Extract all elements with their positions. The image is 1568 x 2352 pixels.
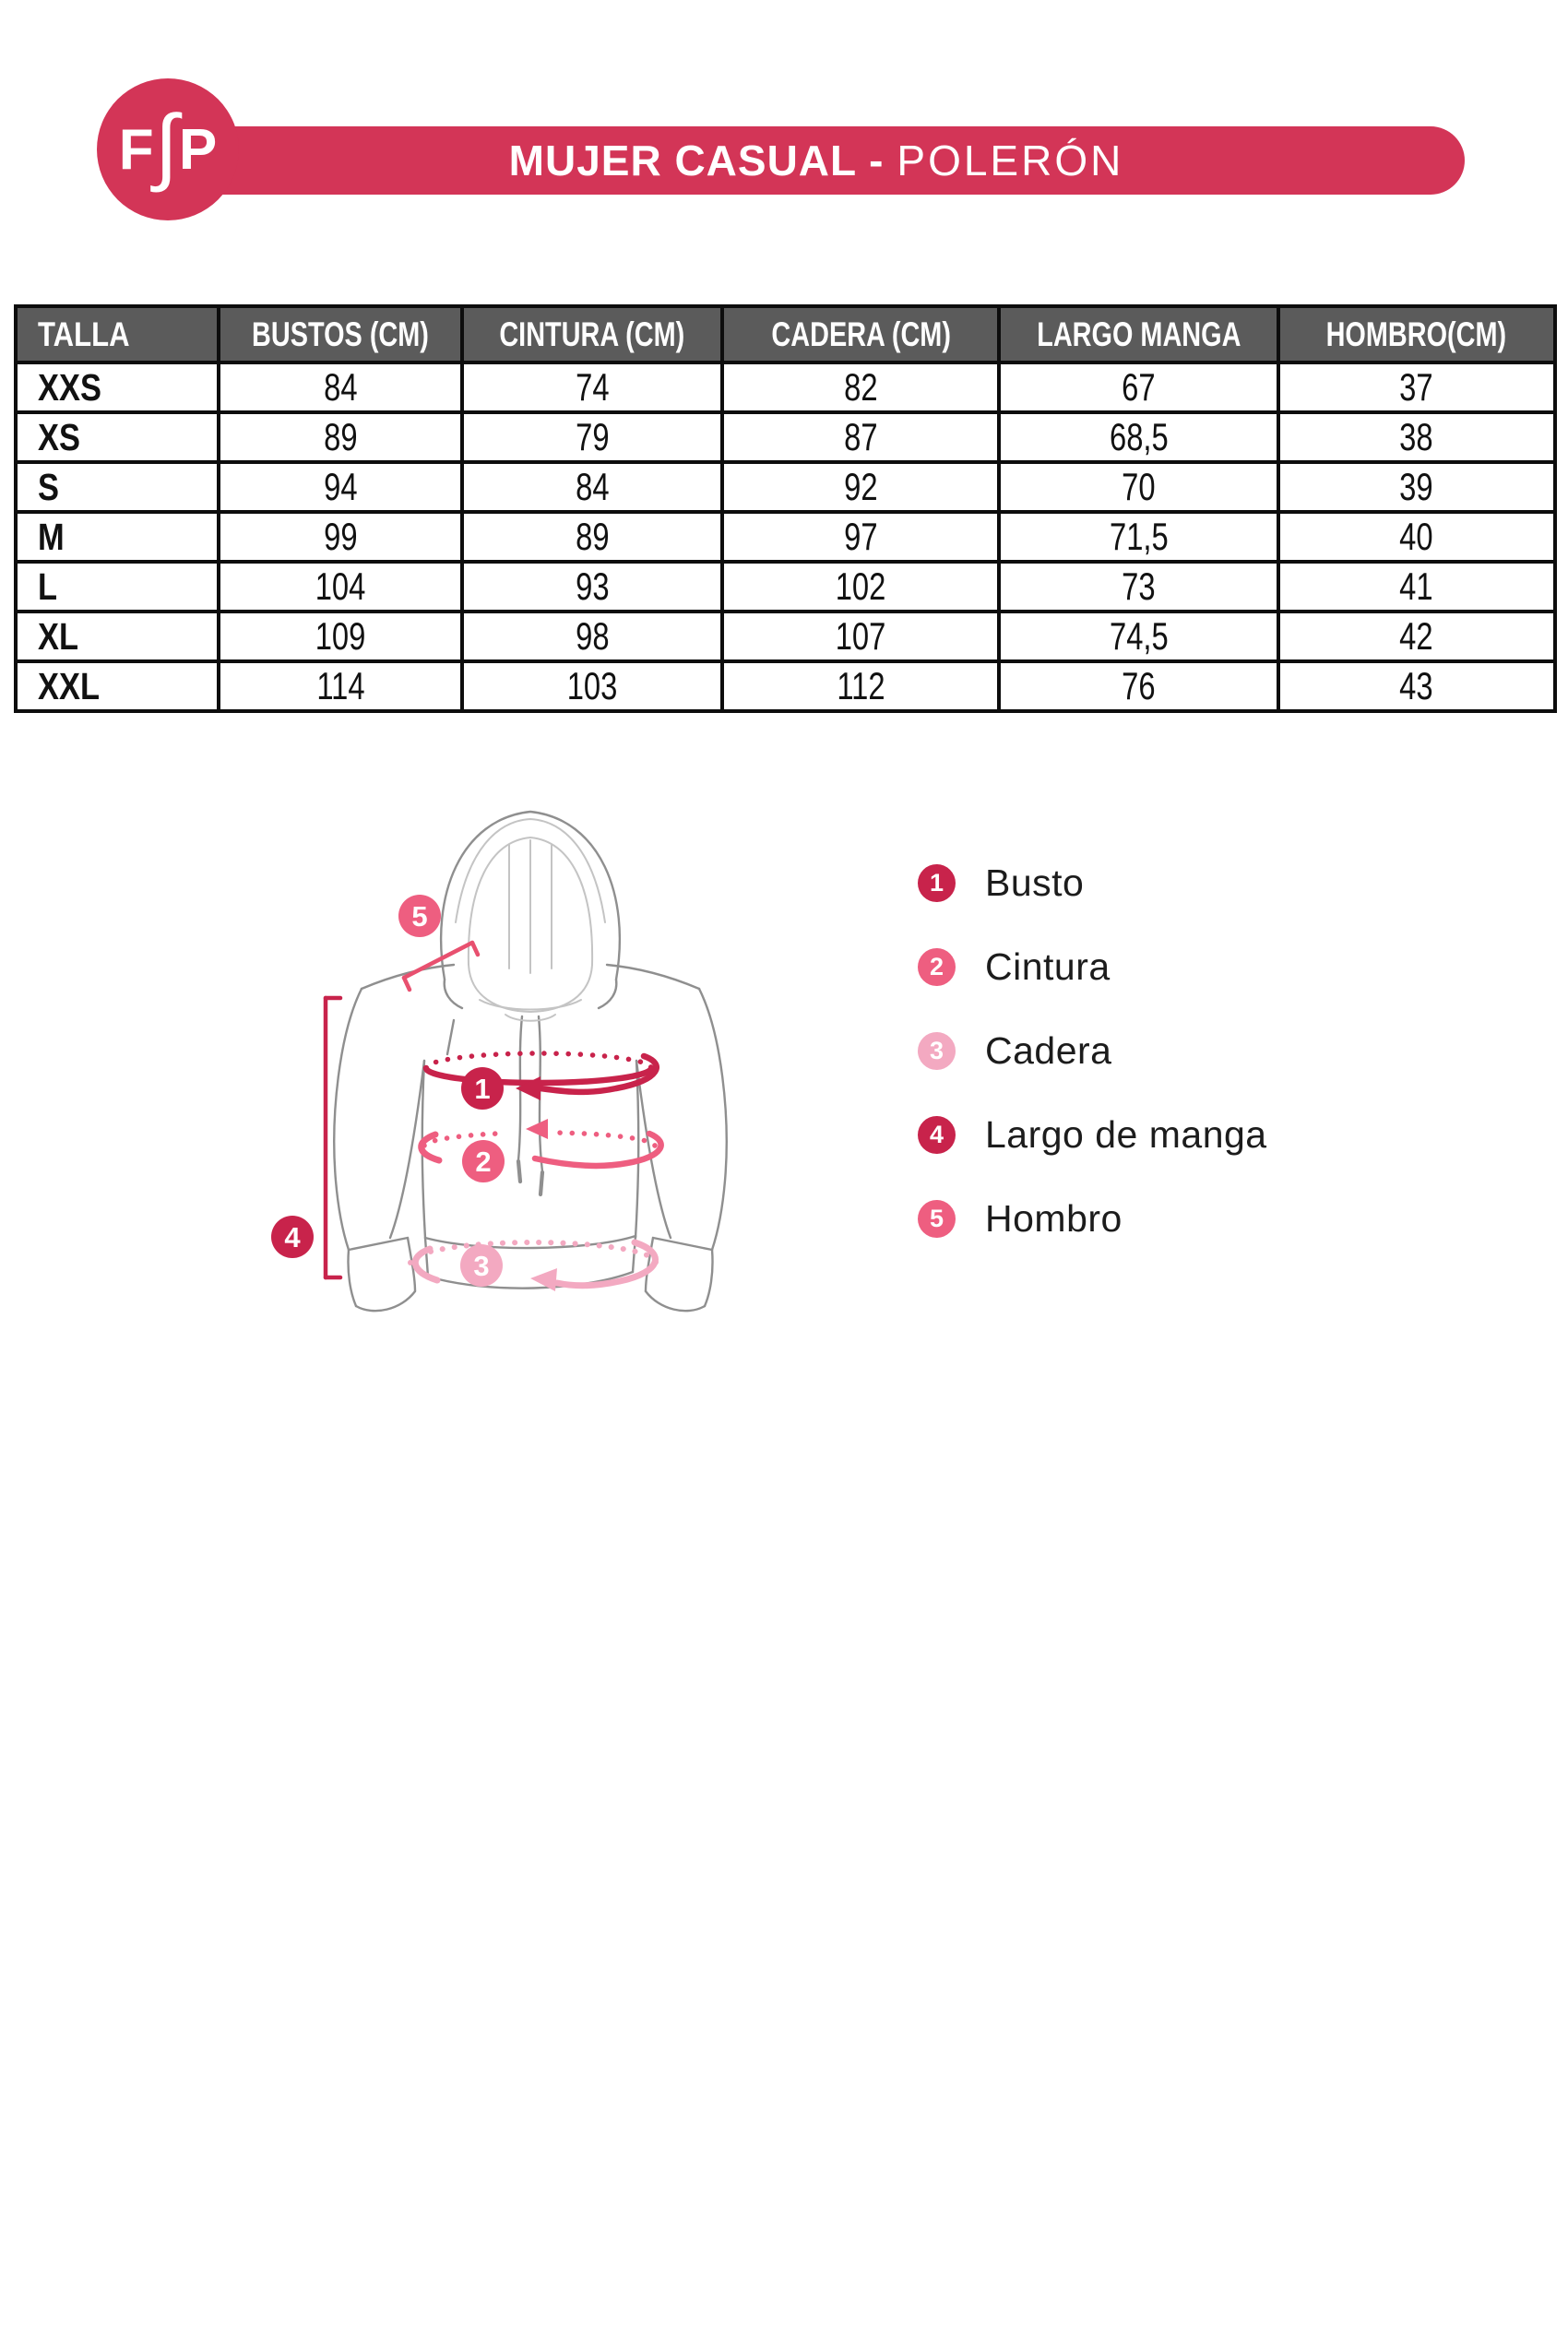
- size-label: XXL: [16, 661, 219, 711]
- size-value-cell: 114: [219, 661, 462, 711]
- size-row-l: [16, 562, 1555, 612]
- brand-logo: F ∫ P: [97, 78, 239, 220]
- size-value-cell: 74,5: [999, 612, 1277, 661]
- legend-label: Cadera: [985, 1029, 1112, 1072]
- size-label: S: [16, 462, 219, 512]
- size-table-container: [14, 304, 1557, 713]
- size-label: XS: [16, 412, 219, 462]
- bust-measure-ellipse: [426, 1053, 657, 1100]
- size-value-cell: 40: [1278, 512, 1555, 562]
- diagram-badge-3-number: 3: [473, 1250, 490, 1282]
- size-value-cell: 84: [219, 362, 462, 412]
- size-table-body: [16, 362, 1555, 711]
- size-value-cell: 68,5: [999, 412, 1277, 462]
- size-value-cell: 41: [1278, 562, 1555, 612]
- legend: [918, 861, 1267, 1241]
- size-value-cell: 39: [1278, 462, 1555, 512]
- size-value-cell: 99: [219, 512, 462, 562]
- legend-badge-5: 5: [918, 1200, 956, 1238]
- diagram-badge-4-number: 4: [284, 1221, 301, 1253]
- size-value-cell: 92: [722, 462, 999, 512]
- diagram-badge-1: [461, 1067, 504, 1110]
- size-value-cell: 89: [219, 412, 462, 462]
- legend-item-largo-de-manga: [918, 1113, 1267, 1157]
- size-label: XXS: [16, 362, 219, 412]
- column-header-cadera-cm-: CADERA (CM): [722, 306, 999, 362]
- diagram-badge-5-number: 5: [411, 900, 428, 932]
- legend-item-hombro: [918, 1197, 1267, 1241]
- column-header-largo-manga: LARGO MANGA: [999, 306, 1277, 362]
- size-row-xxs: [16, 362, 1555, 412]
- legend-item-cadera: [918, 1029, 1267, 1073]
- legend-label: Hombro: [985, 1197, 1123, 1240]
- diagram-badge-5: [398, 895, 441, 937]
- size-value-cell: 76: [999, 661, 1277, 711]
- size-value-cell: 104: [219, 562, 462, 612]
- size-value-cell: 97: [722, 512, 999, 562]
- size-table-header-row: [16, 306, 1555, 362]
- size-value-cell: 107: [722, 612, 999, 661]
- hoodie-measurement-diagram: [111, 784, 775, 1337]
- size-label: XL: [16, 612, 219, 661]
- size-value-cell: 94: [219, 462, 462, 512]
- logo-letter-p: P: [178, 117, 218, 182]
- size-row-xl: [16, 612, 1555, 661]
- hip-measure-ellipse: [410, 1242, 656, 1291]
- hood-inner-folds: [456, 819, 605, 1021]
- size-value-cell: 102: [722, 562, 999, 612]
- legend-item-busto: [918, 861, 1267, 905]
- legend-item-cintura: [918, 945, 1267, 989]
- size-label: L: [16, 562, 219, 612]
- size-label: M: [16, 512, 219, 562]
- size-value-cell: 70: [999, 462, 1277, 512]
- legend-label: Cintura: [985, 945, 1111, 988]
- diagram-badge-2-number: 2: [475, 1146, 492, 1178]
- legend-badge-4: 4: [918, 1116, 956, 1154]
- banner-title-light: POLERÓN: [897, 137, 1124, 184]
- size-value-cell: 82: [722, 362, 999, 412]
- column-header-cintura-cm-: CINTURA (CM): [462, 306, 722, 362]
- size-value-cell: 43: [1278, 661, 1555, 711]
- size-value-cell: 38: [1278, 412, 1555, 462]
- size-row-m: [16, 512, 1555, 562]
- size-row-xs: [16, 412, 1555, 462]
- legend-label: Busto: [985, 861, 1085, 904]
- diagram-badge-4: [271, 1216, 314, 1258]
- size-value-cell: 73: [999, 562, 1277, 612]
- size-value-cell: 79: [462, 412, 722, 462]
- column-header-talla: TALLA: [16, 306, 219, 362]
- size-value-cell: 109: [219, 612, 462, 661]
- banner-title-bold: MUJER CASUAL -: [508, 137, 885, 184]
- size-value-cell: 98: [462, 612, 722, 661]
- diagram-badge-2: [462, 1140, 505, 1182]
- title-banner: [168, 126, 1465, 195]
- size-value-cell: 93: [462, 562, 722, 612]
- size-value-cell: 71,5: [999, 512, 1277, 562]
- size-value-cell: 42: [1278, 612, 1555, 661]
- legend-badge-3: 3: [918, 1032, 956, 1070]
- legend-badge-1: 1: [918, 864, 956, 902]
- size-value-cell: 112: [722, 661, 999, 711]
- size-value-cell: 74: [462, 362, 722, 412]
- size-value-cell: 37: [1278, 362, 1555, 412]
- size-row-s: [16, 462, 1555, 512]
- logo-letter-f: F: [118, 117, 154, 182]
- size-value-cell: 87: [722, 412, 999, 462]
- size-value-cell: 103: [462, 661, 722, 711]
- size-table: [14, 304, 1557, 713]
- legend-badge-2: 2: [918, 948, 956, 986]
- size-row-xxl: [16, 661, 1555, 711]
- column-header-hombro-cm-: HOMBRO(CM): [1278, 306, 1555, 362]
- legend-label: Largo de manga: [985, 1113, 1267, 1156]
- column-header-bustos-cm-: BUSTOS (CM): [219, 306, 462, 362]
- size-value-cell: 84: [462, 462, 722, 512]
- diagram-badge-1-number: 1: [474, 1073, 491, 1105]
- size-value-cell: 89: [462, 512, 722, 562]
- diagram-badge-3: [460, 1244, 503, 1287]
- sleeve-length-bracket: [326, 998, 340, 1277]
- size-value-cell: 67: [999, 362, 1277, 412]
